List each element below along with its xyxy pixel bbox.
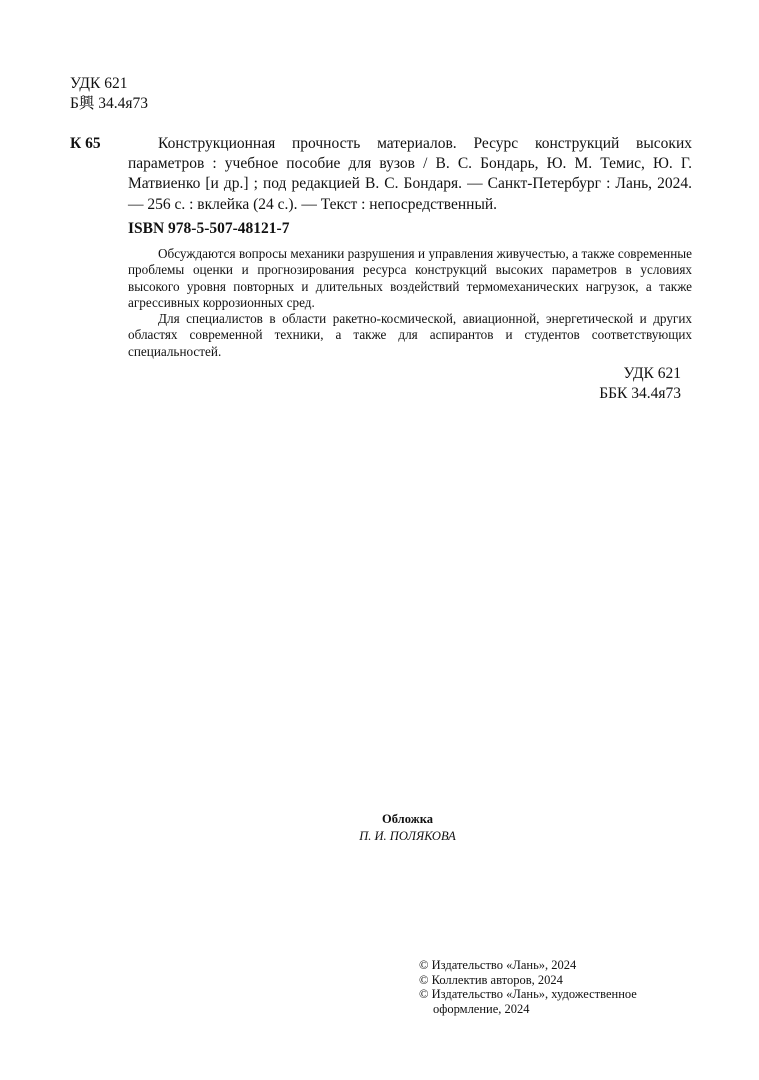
author-sign: К 65 [70,135,101,152]
cover-credit-role: Обложка [382,812,433,826]
udk-code: УДК 621 [623,365,681,382]
audience-paragraph: Для специалистов в области ракетно-космической, авиационной, энергетической и других областях современной техники, а также для аспирантов и студентов соответствующих специальностей. [128,311,692,359]
copyright-line: © Издательство «Лань», художественное [419,987,637,1002]
bbk-code: Б興 34.4я73 [70,95,149,112]
copyright-line: © Издательство «Лань», 2024 [419,958,577,972]
footer-classification-codes [599,364,681,404]
bibliographic-record: Конструкционная прочность материалов. Ресурс конструкций высоких параметров : учебное пособие для вузов / В. С. Бондарь, Ю. М. Темис, Ю. Г. Матвиенко [и др.] ; под редакцией В. С. Бондаря. — Санкт-Петербург : Лань, 2024. — 256 с. : вклейка (24 с.). — Текст : непосредственный. [128,135,692,213]
copyright-line-continuation: оформление, 2024 [433,1001,530,1016]
abstract-paragraph: Обсуждаются вопросы механики разрушения и управления живучестью, а также современные проблемы оценки и прогнозирования ресурса конструкций высоких параметров в условиях высокого уровня повторных и длительных воздействий термомеханических нагрузок, а также агрессивных коррозионных сред. [128,246,692,310]
udk-code: УДК 621 [70,75,128,92]
bbk-code: ББК 34.4я73 [599,385,681,402]
header-classification-codes [70,74,148,114]
copyright-block [419,958,679,1016]
isbn-number: ISBN 978-5-507-48121-7 [128,220,290,237]
cover-credit-name: П. И. ПОЛЯКОВА [359,829,456,843]
copyright-line: © Коллектив авторов, 2024 [419,972,563,987]
abstract [128,246,692,360]
